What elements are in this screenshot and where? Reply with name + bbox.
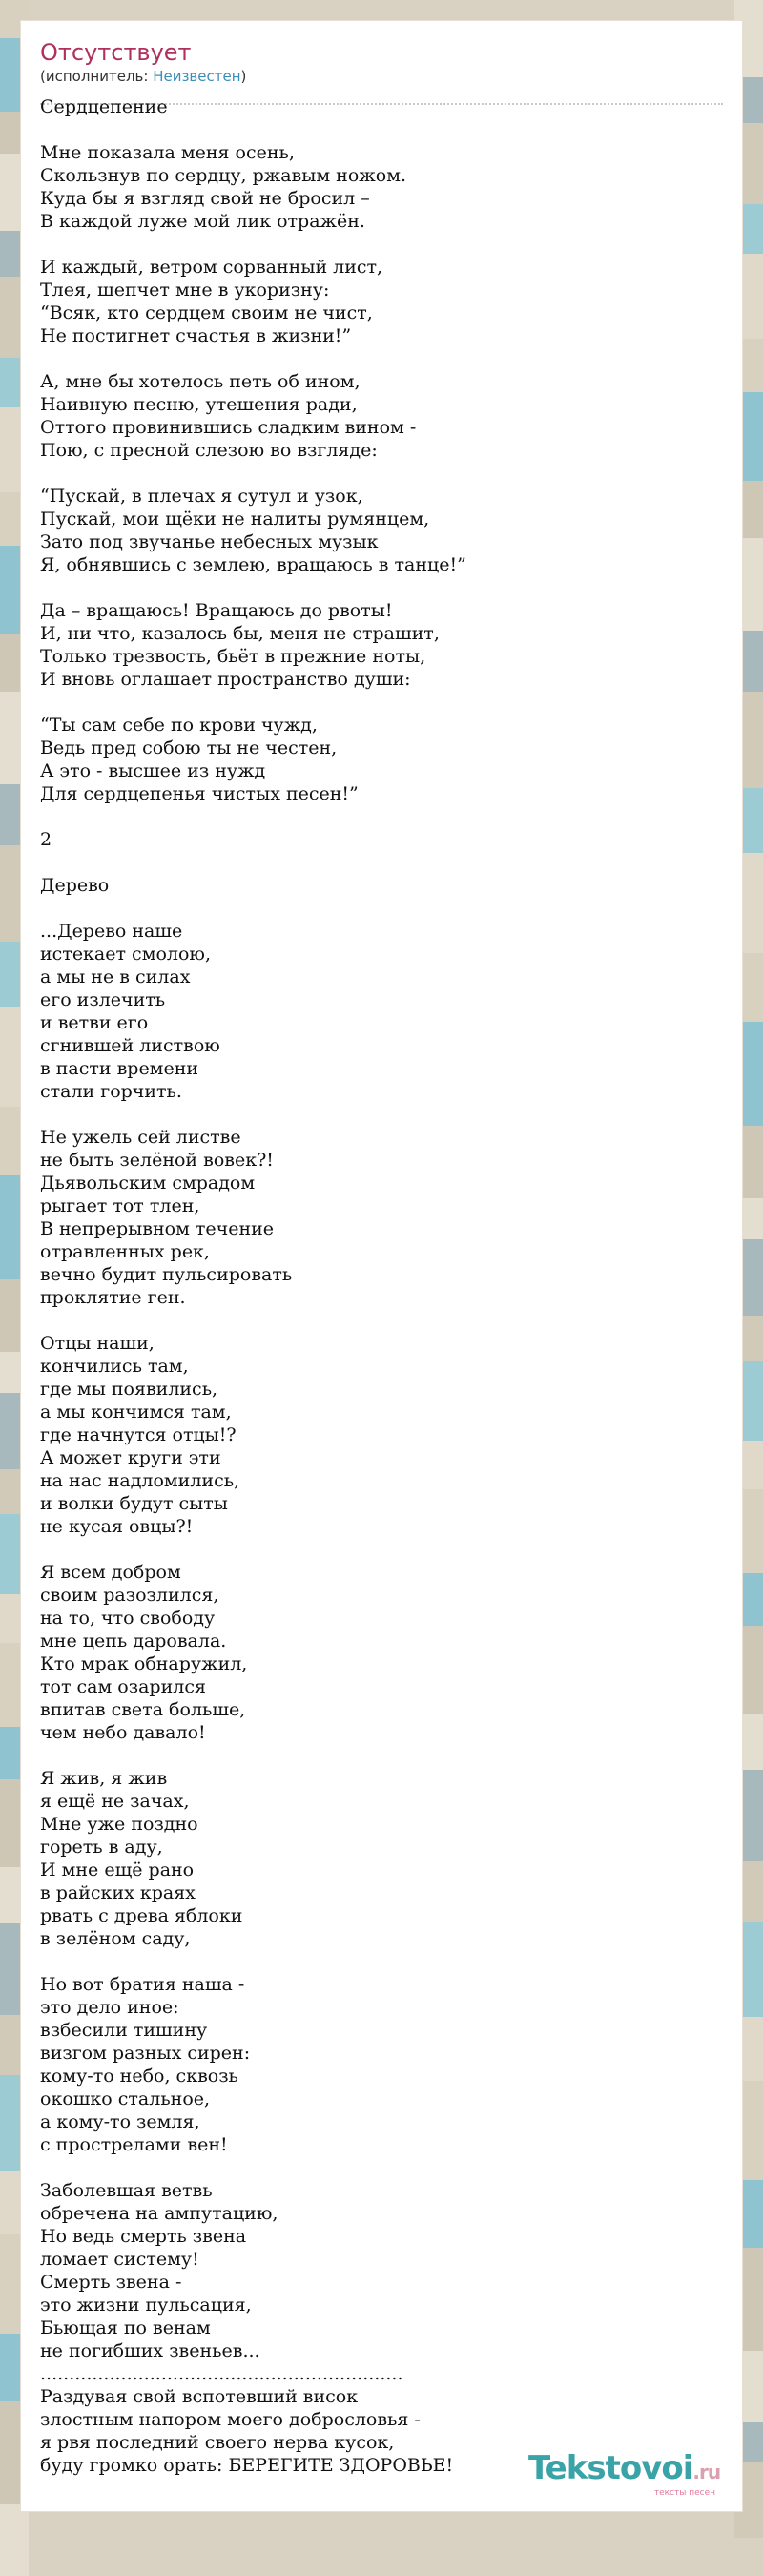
- lyric-line: И мне ещё рано: [40, 1859, 195, 1880]
- lyric-line: Не ужель сей листве: [40, 1127, 241, 1148]
- lyric-line: гореть в аду,: [40, 1837, 163, 1858]
- lyric-line: вечно будит пульсировать: [40, 1264, 293, 1285]
- lyric-line: тот сам озарился: [40, 1676, 206, 1697]
- lyric-line: В непрерывном течение: [40, 1218, 275, 1239]
- lyric-line: [40, 897, 723, 920]
- lyric-line: ...............................................................: [40, 2363, 403, 2384]
- artist-line: [40, 67, 723, 86]
- lyric-line: [40, 1538, 723, 1561]
- lyric-line: злостным напором моего добрословья -: [40, 2409, 421, 2430]
- lyric-line: не быть зелёной вовек?!: [40, 1150, 274, 1171]
- lyric-line: В каждой луже мой лик отражён.: [40, 211, 365, 232]
- lyric-line: а кому-то земля,: [40, 2111, 200, 2132]
- lyric-line: Я всем добром: [40, 1562, 181, 1583]
- lyric-line: рыгает тот тлен,: [40, 1195, 200, 1216]
- lyric-line: [40, 1950, 723, 1973]
- lyric-line: “Пускай, в плечах я сутул и узок,: [40, 486, 363, 507]
- lyric-line: [40, 118, 723, 141]
- artist-suffix: ): [240, 68, 247, 85]
- lyric-line: Оттого провинившись сладким вином -: [40, 417, 417, 438]
- lyric-line: Куда бы я взгляд свой не бросил –: [40, 188, 370, 209]
- lyric-line: и волки будут сыты: [40, 1493, 228, 1514]
- lyric-line: И, ни что, казалось бы, меня не страшит,: [40, 623, 440, 644]
- lyric-line: [40, 1744, 723, 1767]
- lyric-line: не кусая овцы?!: [40, 1516, 194, 1537]
- lyric-line: на то, что свободу: [40, 1608, 216, 1629]
- lyric-line: ...Дерево наше: [40, 921, 183, 942]
- lyric-line: своим разозлился,: [40, 1585, 219, 1606]
- lyric-line: [40, 805, 723, 828]
- lyric-line: Тлея, шепчет мне в укоризну:: [40, 280, 330, 301]
- lyric-line: [40, 462, 723, 485]
- lyric-line: Сердцепение: [40, 96, 168, 117]
- lyric-line: окошко стальное,: [40, 2088, 211, 2109]
- background-band: [0, 2504, 29, 2576]
- lyric-line: Смерть звена -: [40, 2272, 182, 2293]
- lyric-line: кому-то небо, сквозь: [40, 2066, 238, 2087]
- lyric-line: Раздувая свой вспотевший висок: [40, 2386, 359, 2407]
- lyric-line: Только трезвость, бьёт в прежние ноты,: [40, 646, 426, 667]
- lyric-line: я рвя последний своего нерва кусок,: [40, 2432, 395, 2453]
- lyric-line: Отцы наши,: [40, 1333, 155, 1354]
- lyric-line: сгнившей листвою: [40, 1035, 220, 1056]
- logo-tld: .ru: [692, 2461, 721, 2483]
- song-header: [40, 38, 723, 86]
- lyric-line: [40, 691, 723, 714]
- lyric-line: я ещё не зачах,: [40, 1791, 190, 1812]
- lyric-line: буду громко орать: БЕРЕГИТЕ ЗДОРОВЬЕ!: [40, 2455, 454, 2476]
- lyric-line: [40, 2156, 723, 2179]
- lyric-line: истекает смолою,: [40, 944, 212, 965]
- lyric-line: Мне показала меня осень,: [40, 142, 295, 163]
- lyric-line: не погибших звеньев...: [40, 2340, 260, 2361]
- lyrics-text: [40, 95, 723, 2477]
- lyric-line: [40, 1309, 723, 1332]
- lyric-line: в пасти времени: [40, 1058, 199, 1079]
- song-title: Отсутствует: [40, 39, 192, 66]
- lyric-line: И вновь оглашает пространство души:: [40, 669, 411, 690]
- lyric-line: проклятие ген.: [40, 1287, 186, 1308]
- lyric-line: “Всяк, кто сердцем своим не чист,: [40, 302, 373, 323]
- lyric-line: кончились там,: [40, 1356, 189, 1377]
- lyric-line: Скользнув по сердцу, ржавым ножом.: [40, 165, 407, 186]
- lyric-line: Пою, с пресной слезою во взгляде:: [40, 440, 378, 461]
- lyric-line: Не постигнет счастья в жизни!”: [40, 325, 352, 346]
- lyric-line: “Ты сам себе по крови чужд,: [40, 715, 318, 736]
- lyric-line: отравленных рек,: [40, 1241, 210, 1262]
- artist-prefix: (исполнитель:: [40, 68, 154, 85]
- lyric-line: [40, 576, 723, 599]
- lyric-line: его излечить: [40, 989, 166, 1010]
- lyric-line: Да – вращаюсь! Вращаюсь до рвоты!: [40, 600, 393, 621]
- lyric-line: Но вот братия наша -: [40, 1974, 245, 1995]
- artist-link[interactable]: Неизвестен: [153, 68, 241, 85]
- lyric-line: с прострелами вен!: [40, 2134, 228, 2155]
- lyric-line: И каждый, ветром сорванный лист,: [40, 257, 383, 278]
- lyric-line: [40, 1103, 723, 1126]
- lyric-line: обречена на ампутацию,: [40, 2203, 278, 2224]
- lyric-line: Но ведь смерть звена: [40, 2226, 247, 2247]
- lyric-line: [40, 347, 723, 370]
- lyric-line: [40, 851, 723, 874]
- lyric-line: мне цепь даровала.: [40, 1631, 227, 1652]
- lyric-line: Ведь пред собою ты не честен,: [40, 737, 338, 758]
- lyric-line: Бьющая по венам: [40, 2317, 211, 2338]
- lyric-line: Для сердцепенья чистых песен!”: [40, 783, 359, 804]
- lyric-line: А, мне бы хотелось петь об ином,: [40, 371, 361, 392]
- lyric-line: рвать с древа яблоки: [40, 1905, 243, 1926]
- lyric-line: Кто мрак обнаружил,: [40, 1653, 248, 1674]
- lyric-line: А может круги эти: [40, 1447, 221, 1468]
- lyric-line: Я жив, я жив: [40, 1768, 168, 1789]
- lyric-line: а мы кончимся там,: [40, 1402, 232, 1423]
- lyric-line: ломает систему!: [40, 2249, 199, 2270]
- lyric-line: Дерево: [40, 875, 110, 896]
- lyric-line: Дьявольским смрадом: [40, 1173, 256, 1194]
- lyric-line: в зелёном саду,: [40, 1928, 191, 1949]
- lyric-line: [40, 233, 723, 256]
- lyric-line: Наивную песню, утешения ради,: [40, 394, 358, 415]
- lyric-line: Пускай, мои щёки не налиты румянцем,: [40, 509, 430, 530]
- lyric-line: Я, обнявшись с землею, вращаюсь в танце!”: [40, 554, 466, 575]
- site-logo[interactable]: [528, 2450, 719, 2500]
- lyric-line: 2: [40, 829, 52, 850]
- lyric-line: это дело иное:: [40, 1997, 179, 2018]
- lyric-line: это жизни пульсация,: [40, 2295, 252, 2316]
- lyric-line: впитав света больше,: [40, 1699, 246, 1720]
- lyric-line: Заболевшая ветвь: [40, 2180, 213, 2201]
- lyric-line: где начнутся отцы!?: [40, 1424, 237, 1445]
- lyric-line: взбесили тишину: [40, 2020, 208, 2041]
- lyric-line: Зато под звучанье небесных музык: [40, 531, 379, 552]
- lyric-line: Мне уже поздно: [40, 1814, 198, 1835]
- lyric-line: и ветви его: [40, 1012, 149, 1033]
- lyrics-page: [21, 21, 742, 2511]
- lyric-line: стали горчить.: [40, 1081, 182, 1102]
- lyric-line: а мы не в силах: [40, 966, 191, 987]
- logo-main-text: Tekstovoi: [528, 2449, 693, 2487]
- logo-tagline: тексты песен: [653, 2488, 715, 2498]
- lyric-line: визгом разных сирен:: [40, 2043, 251, 2064]
- lyric-line: на нас надломились,: [40, 1470, 240, 1491]
- lyric-line: где мы появились,: [40, 1379, 218, 1400]
- lyric-line: чем небо давало!: [40, 1722, 206, 1743]
- lyric-line: в райских краях: [40, 1882, 196, 1903]
- lyric-line: А это - высшее из нужд: [40, 760, 266, 781]
